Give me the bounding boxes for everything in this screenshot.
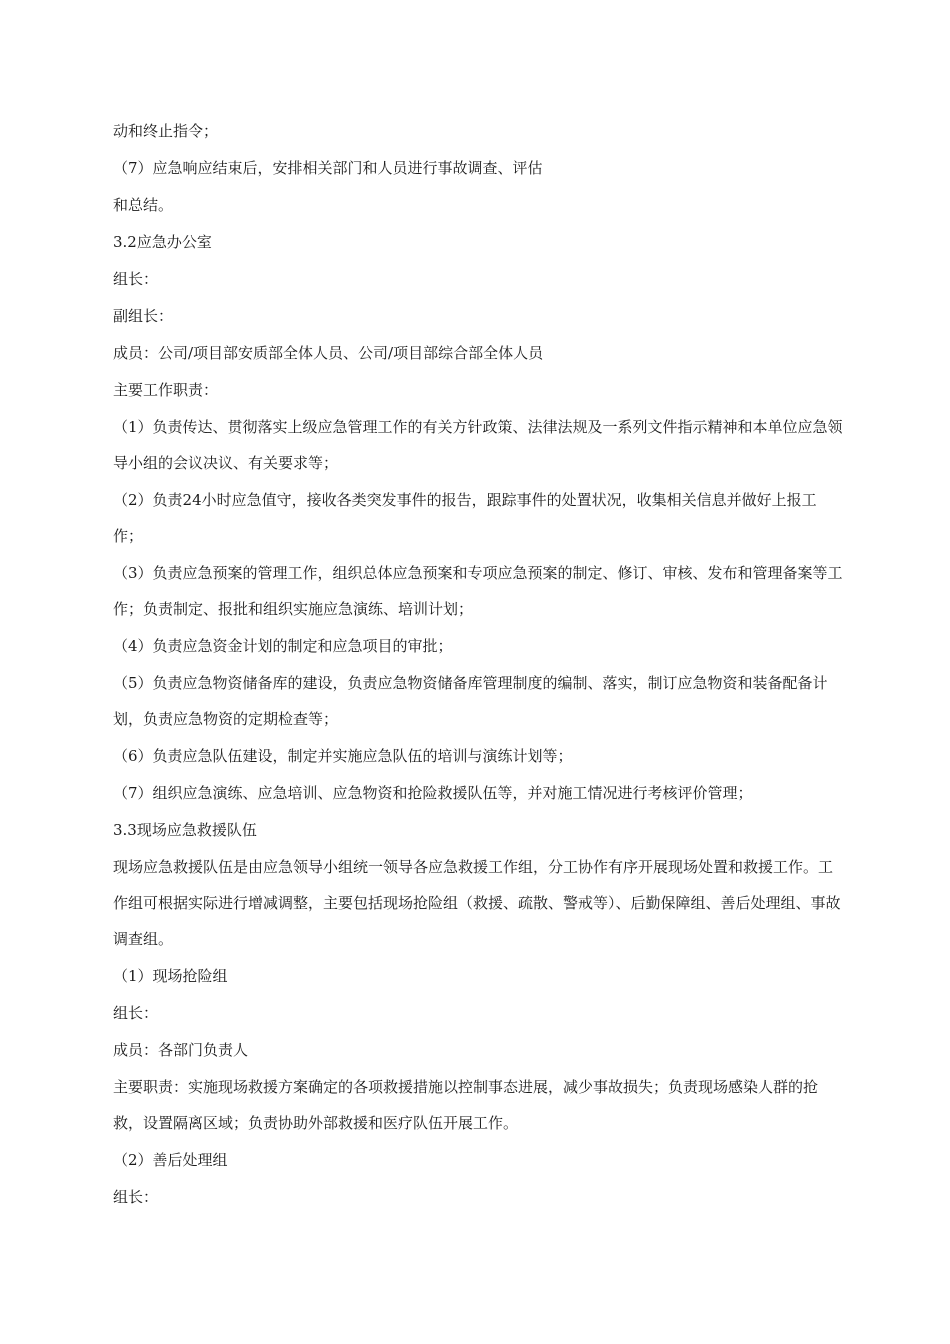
paragraph: （7）应急响应结束后，安排相关部门和人员进行事故调查、评估 [113,159,543,177]
paragraph: 成员：各部门负责人 [113,1041,249,1059]
paragraph: 主要职责：实施现场救援方案确定的各项救援措施以控制事态进展，减少事故损失；负责现场感染人群的抢救，设置隔离区域；负责协助外部救援和医疗队伍开展工作。 [113,1078,819,1132]
paragraph: 主要工作职责： [113,381,219,399]
section-heading: 3.3现场应急救援队伍 [113,821,257,839]
document-body [113,119,843,1222]
paragraph: 副组长： [113,307,174,325]
paragraph: （1）现场抢险组 [113,967,228,985]
paragraph: （1）负责传达、贯彻落实上级应急管理工作的有关方针政策、法律法规及一系列文件指示精神和本单位应急领导小组的会议决议、有关要求等； [113,418,843,472]
paragraph: 动和终止指令； [113,122,219,140]
paragraph: （2）负责24小时应急值守，接收各类突发事件的报告，跟踪事件的处置状况，收集相关信息并做好上报工作； [113,491,817,545]
paragraph: （5）负责应急物资储备库的建设，负责应急物资储备库管理制度的编制、落实，制订应急物资和装备配备计划，负责应急物资的定期检查等； [113,674,828,728]
paragraph: 现场应急救援队伍是由应急领导小组统一领导各应急救援工作组，分工协作有序开展现场处置和救援工作。工作组可根据实际进行增减调整，主要包括现场抢险组（救援、疏散、警戒等）、后勤保障组、善后处理组、事故调查组。 [113,858,841,948]
paragraph: （7）组织应急演练、应急培训、应急物资和抢险救援队伍等，并对施工情况进行考核评价管理； [113,784,753,802]
paragraph: （4）负责应急资金计划的制定和应急项目的审批； [113,637,453,655]
paragraph: （2）善后处理组 [113,1151,228,1169]
paragraph: 组长： [113,270,159,288]
paragraph: （6）负责应急队伍建设，制定并实施应急队伍的培训与演练计划等； [113,747,573,765]
paragraph: （3）负责应急预案的管理工作，组织总体应急预案和专项应急预案的制定、修订、审核、发布和管理备案等工作；负责制定、报批和组织实施应急演练、培训计划； [113,564,843,618]
paragraph: 组长： [113,1004,159,1022]
section-heading: 3.2应急办公室 [113,233,212,251]
paragraph: 组长： [113,1188,159,1206]
paragraph: 成员：公司/项目部安质部全体人员、公司/项目部综合部全体人员 [113,344,544,362]
paragraph: 和总结。 [113,196,174,214]
